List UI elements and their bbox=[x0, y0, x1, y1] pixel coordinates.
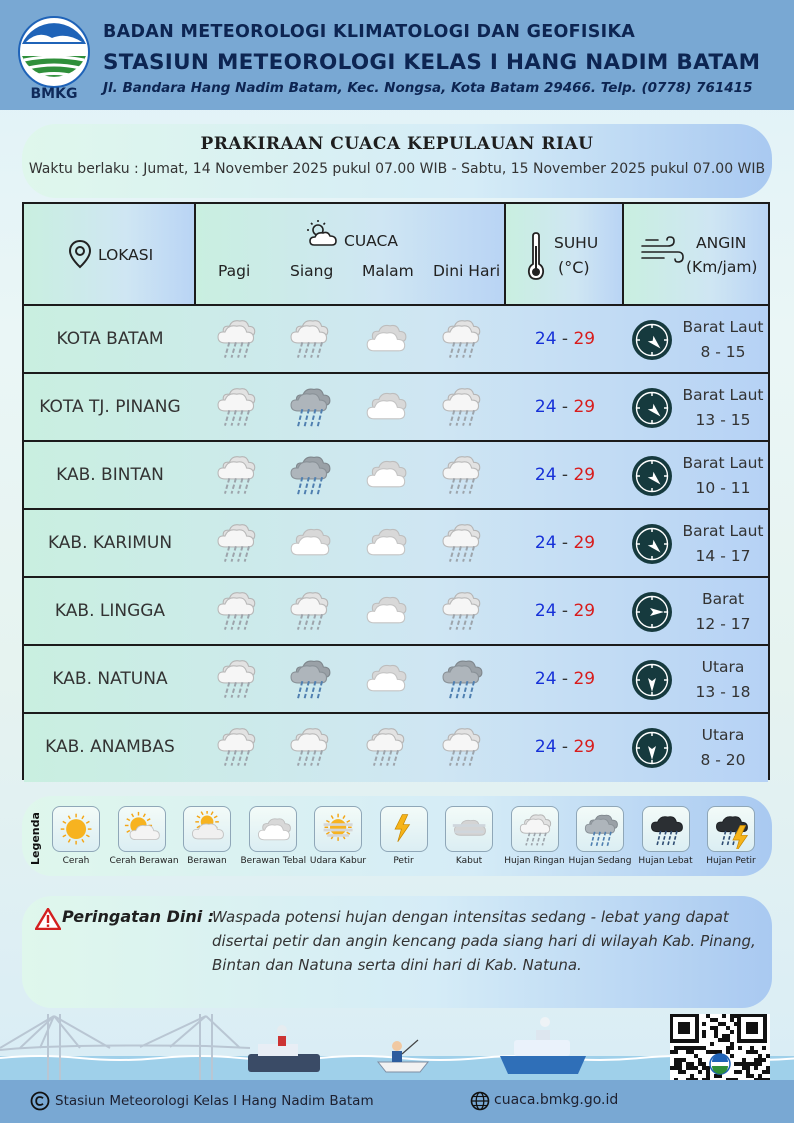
row-temperature bbox=[506, 306, 624, 372]
legend-item bbox=[634, 806, 698, 866]
berawan-tebal-icon bbox=[362, 316, 410, 362]
wind-direction: Utara bbox=[701, 658, 745, 676]
compass-icon bbox=[631, 523, 673, 565]
legend-label: Hujan Lebat bbox=[638, 856, 693, 866]
temp-max: 29 bbox=[573, 533, 596, 553]
logo-text: BMKG bbox=[30, 86, 78, 102]
footer-website[interactable]: cuaca.bmkg.go.id bbox=[494, 1092, 619, 1108]
header-bar bbox=[0, 0, 794, 110]
org-name: BADAN METEOROLOGI KLIMATOLOGI DAN GEOFISIKA bbox=[103, 22, 636, 42]
period-malam: Malam bbox=[362, 262, 414, 280]
hujan-ringan-icon bbox=[438, 384, 486, 430]
legend-item bbox=[241, 806, 305, 866]
header-location-cell bbox=[24, 204, 196, 304]
legend-item bbox=[372, 806, 436, 866]
wind-direction: Barat Laut bbox=[682, 386, 764, 404]
copyright-icon bbox=[30, 1091, 50, 1111]
kabut-icon bbox=[450, 811, 490, 849]
hujan-ringan-icon bbox=[438, 724, 486, 770]
temp-separator: - bbox=[556, 533, 574, 553]
hujan-sedang-icon bbox=[286, 452, 334, 498]
legend-label: Hujan Ringan bbox=[504, 856, 565, 866]
temp-min: 24 bbox=[534, 669, 557, 689]
early-warning-panel bbox=[22, 896, 772, 1008]
wind-direction: Utara bbox=[701, 726, 745, 744]
period-siang: Siang bbox=[290, 262, 334, 280]
location-pin-icon bbox=[68, 239, 92, 269]
hujan-ringan-icon bbox=[438, 316, 486, 362]
table-row bbox=[24, 714, 768, 782]
hujan-ringan-icon bbox=[286, 588, 334, 634]
row-wind bbox=[674, 315, 772, 365]
hujan-ringan-icon bbox=[438, 520, 486, 566]
row-location: KAB. ANAMBAS bbox=[45, 737, 175, 757]
hujan-sedang-icon bbox=[438, 656, 486, 702]
legend-item bbox=[109, 806, 179, 866]
temp-min: 24 bbox=[534, 737, 557, 757]
legend-icon-box bbox=[576, 806, 624, 852]
wind-speed: 14 - 17 bbox=[695, 547, 751, 565]
legend-title bbox=[24, 801, 46, 867]
hujan-ringan-icon bbox=[438, 588, 486, 634]
temp-min: 24 bbox=[534, 397, 557, 417]
hujan-ringan-icon bbox=[213, 520, 261, 566]
thermometer-icon bbox=[526, 232, 546, 280]
hujan-ringan-icon bbox=[213, 384, 261, 430]
row-location: KAB. KARIMUN bbox=[47, 533, 173, 553]
temp-separator: - bbox=[556, 601, 574, 621]
wind-icon bbox=[640, 236, 684, 266]
wind-speed: 8 - 20 bbox=[700, 751, 746, 769]
warning-text: Waspada potensi hujan dengan intensitas sedang - lebat yang dapat disertai petir dan angin kencang pada siang hari di wilayah Kab. Pinang, Bintan dan Natuna serta dini hari di Kab. Natuna. bbox=[212, 908, 756, 974]
berawan-tebal-icon bbox=[362, 588, 410, 634]
header-weather-label: CUACA bbox=[344, 232, 398, 250]
header-wind-label: ANGIN bbox=[696, 234, 747, 252]
legend-item bbox=[699, 806, 763, 866]
header-temp-label: SUHU bbox=[554, 234, 599, 252]
hujan-sedang-icon bbox=[286, 384, 334, 430]
row-temperature bbox=[506, 510, 624, 576]
title-banner bbox=[22, 124, 772, 198]
berawan-tebal-icon bbox=[362, 452, 410, 498]
row-wind bbox=[674, 587, 772, 637]
legend-item bbox=[44, 806, 108, 866]
row-temperature bbox=[506, 374, 624, 440]
header-wind-unit: (Km/jam) bbox=[686, 258, 758, 276]
berawan-tebal-icon bbox=[362, 656, 410, 702]
wind-direction: Barat Laut bbox=[682, 454, 764, 472]
legend-label: Kabut bbox=[455, 856, 483, 866]
row-temperature bbox=[506, 714, 624, 780]
row-location: KAB. LINGGA bbox=[54, 601, 166, 621]
hujan-lebat-icon bbox=[647, 811, 687, 849]
compass-icon bbox=[631, 727, 673, 769]
temp-separator: - bbox=[556, 737, 574, 757]
wind-speed: 8 - 15 bbox=[700, 343, 746, 361]
compass-icon bbox=[631, 387, 673, 429]
wind-speed: 12 - 17 bbox=[695, 615, 751, 633]
temp-max: 29 bbox=[573, 465, 596, 485]
hujan-petir-icon bbox=[712, 811, 752, 849]
hujan-ringan-icon bbox=[516, 811, 556, 849]
row-location: KOTA BATAM bbox=[56, 329, 164, 349]
compass-icon bbox=[631, 319, 673, 361]
hujan-ringan-icon bbox=[438, 452, 486, 498]
table-row bbox=[24, 374, 768, 442]
page-title: PRAKIRAAN CUACA KEPULAUAN RIAU bbox=[200, 134, 594, 154]
temp-max: 29 bbox=[573, 737, 596, 757]
header-wind-cell bbox=[624, 204, 768, 304]
hujan-ringan-icon bbox=[213, 452, 261, 498]
row-location: KAB. NATUNA bbox=[52, 669, 168, 689]
legend-label: Hujan Petir bbox=[706, 856, 756, 866]
legend-label: Berawan Tebal bbox=[240, 856, 307, 866]
hujan-ringan-icon bbox=[286, 316, 334, 362]
row-location: KAB. BINTAN bbox=[56, 465, 164, 485]
hujan-ringan-icon bbox=[213, 656, 261, 702]
row-wind bbox=[674, 655, 772, 705]
table-row bbox=[24, 578, 768, 646]
temp-max: 29 bbox=[573, 397, 596, 417]
legend-icon-box bbox=[249, 806, 297, 852]
wind-speed: 10 - 11 bbox=[695, 479, 751, 497]
table-row bbox=[24, 306, 768, 374]
legend-item bbox=[306, 806, 370, 866]
validity-period: Waktu berlaku : Jumat, 14 November 2025 pukul 07.00 WIB - Sabtu, 15 November 2025 pukul 07.00 WIB bbox=[28, 161, 766, 177]
warning-label: Peringatan Dini : bbox=[62, 907, 215, 926]
hujan-sedang-icon bbox=[286, 656, 334, 702]
table-row bbox=[24, 442, 768, 510]
legend-item bbox=[568, 806, 632, 866]
station-address: Jl. Bandara Hang Nadim Batam, Kec. Nongsa, Kota Batam 29466. Telp. (0778) 761415 bbox=[103, 80, 753, 96]
row-wind bbox=[674, 383, 772, 433]
legend-icon-box bbox=[642, 806, 690, 852]
temp-separator: - bbox=[556, 669, 574, 689]
wind-direction: Barat bbox=[701, 590, 745, 608]
legend-label: Hujan Sedang bbox=[568, 856, 632, 866]
wind-speed: 13 - 15 bbox=[695, 411, 751, 429]
legend-icon-box bbox=[118, 806, 166, 852]
berawan-tebal-icon bbox=[362, 384, 410, 430]
legend-item bbox=[503, 806, 567, 866]
legend-icon-box bbox=[52, 806, 100, 852]
header-temp-unit: (°C) bbox=[558, 258, 590, 277]
row-temperature bbox=[506, 578, 624, 644]
period-pagi: Pagi bbox=[218, 262, 251, 280]
hujan-sedang-icon bbox=[581, 811, 621, 849]
compass-icon bbox=[631, 659, 673, 701]
footer-bar bbox=[0, 1080, 794, 1123]
ship-left bbox=[248, 1025, 320, 1072]
hujan-ringan-icon bbox=[213, 588, 261, 634]
legend-icon-box bbox=[511, 806, 559, 852]
legend-icon-box bbox=[380, 806, 428, 852]
cerah-berawan-icon bbox=[123, 811, 163, 849]
legend-label: Berawan bbox=[187, 856, 227, 866]
header-location-label: LOKASI bbox=[98, 246, 154, 264]
temp-max: 29 bbox=[573, 329, 596, 349]
temp-separator: - bbox=[556, 397, 574, 417]
row-location: KOTA TJ. PINANG bbox=[39, 397, 181, 417]
temp-max: 29 bbox=[573, 669, 596, 689]
hujan-ringan-icon bbox=[213, 316, 261, 362]
warning-triangle-icon bbox=[35, 908, 61, 930]
compass-icon bbox=[631, 455, 673, 497]
hujan-ringan-icon bbox=[362, 724, 410, 770]
udara-kabur-icon bbox=[319, 811, 359, 849]
legend-label: Udara Kabur bbox=[309, 856, 367, 866]
wind-direction: Barat Laut bbox=[682, 318, 764, 336]
legend-title-text: Legenda bbox=[29, 812, 42, 865]
table-row bbox=[24, 510, 768, 578]
wind-speed: 13 - 18 bbox=[695, 683, 751, 701]
legend-item bbox=[437, 806, 501, 866]
hujan-ringan-icon bbox=[213, 724, 261, 770]
legend-icon-box bbox=[707, 806, 755, 852]
legend-panel bbox=[22, 796, 772, 876]
row-wind bbox=[674, 519, 772, 569]
legend-icon-box bbox=[183, 806, 231, 852]
cerah-icon bbox=[57, 811, 97, 849]
station-name: STASIUN METEOROLOGI KELAS I HANG NADIM BATAM bbox=[103, 50, 761, 75]
temp-min: 24 bbox=[534, 465, 557, 485]
row-wind bbox=[674, 723, 772, 773]
temp-separator: - bbox=[556, 329, 574, 349]
berawan-tebal-icon bbox=[362, 520, 410, 566]
forecast-table bbox=[22, 202, 770, 780]
table-row bbox=[24, 646, 768, 714]
sun-cloud-icon bbox=[306, 219, 338, 249]
period-dini-hari: Dini Hari bbox=[433, 262, 501, 280]
header-weather-cell bbox=[196, 204, 506, 304]
legend-icon-box bbox=[445, 806, 493, 852]
temp-max: 29 bbox=[573, 601, 596, 621]
compass-icon bbox=[631, 591, 673, 633]
legend-icon-box bbox=[314, 806, 362, 852]
legend-label: Cerah Berawan bbox=[109, 856, 179, 866]
footer-copyright: Stasiun Meteorologi Kelas I Hang Nadim Batam bbox=[55, 1093, 374, 1109]
temp-min: 24 bbox=[534, 533, 557, 553]
hujan-ringan-icon bbox=[286, 724, 334, 770]
ship-right bbox=[500, 1017, 586, 1074]
petir-icon bbox=[385, 811, 425, 849]
berawan-tebal-icon bbox=[286, 520, 334, 566]
temp-separator: - bbox=[556, 465, 574, 485]
temp-min: 24 bbox=[534, 601, 557, 621]
berawan-tebal-icon bbox=[254, 811, 294, 849]
legend-label: Cerah bbox=[62, 856, 90, 866]
globe-icon bbox=[470, 1091, 490, 1111]
legend-item bbox=[175, 806, 239, 866]
temp-min: 24 bbox=[534, 329, 557, 349]
wind-direction: Barat Laut bbox=[682, 522, 764, 540]
row-wind bbox=[674, 451, 772, 501]
row-temperature bbox=[506, 646, 624, 712]
legend-label: Petir bbox=[393, 856, 414, 866]
row-temperature bbox=[506, 442, 624, 508]
header-temp-cell bbox=[506, 204, 624, 304]
berawan-icon bbox=[188, 811, 228, 849]
